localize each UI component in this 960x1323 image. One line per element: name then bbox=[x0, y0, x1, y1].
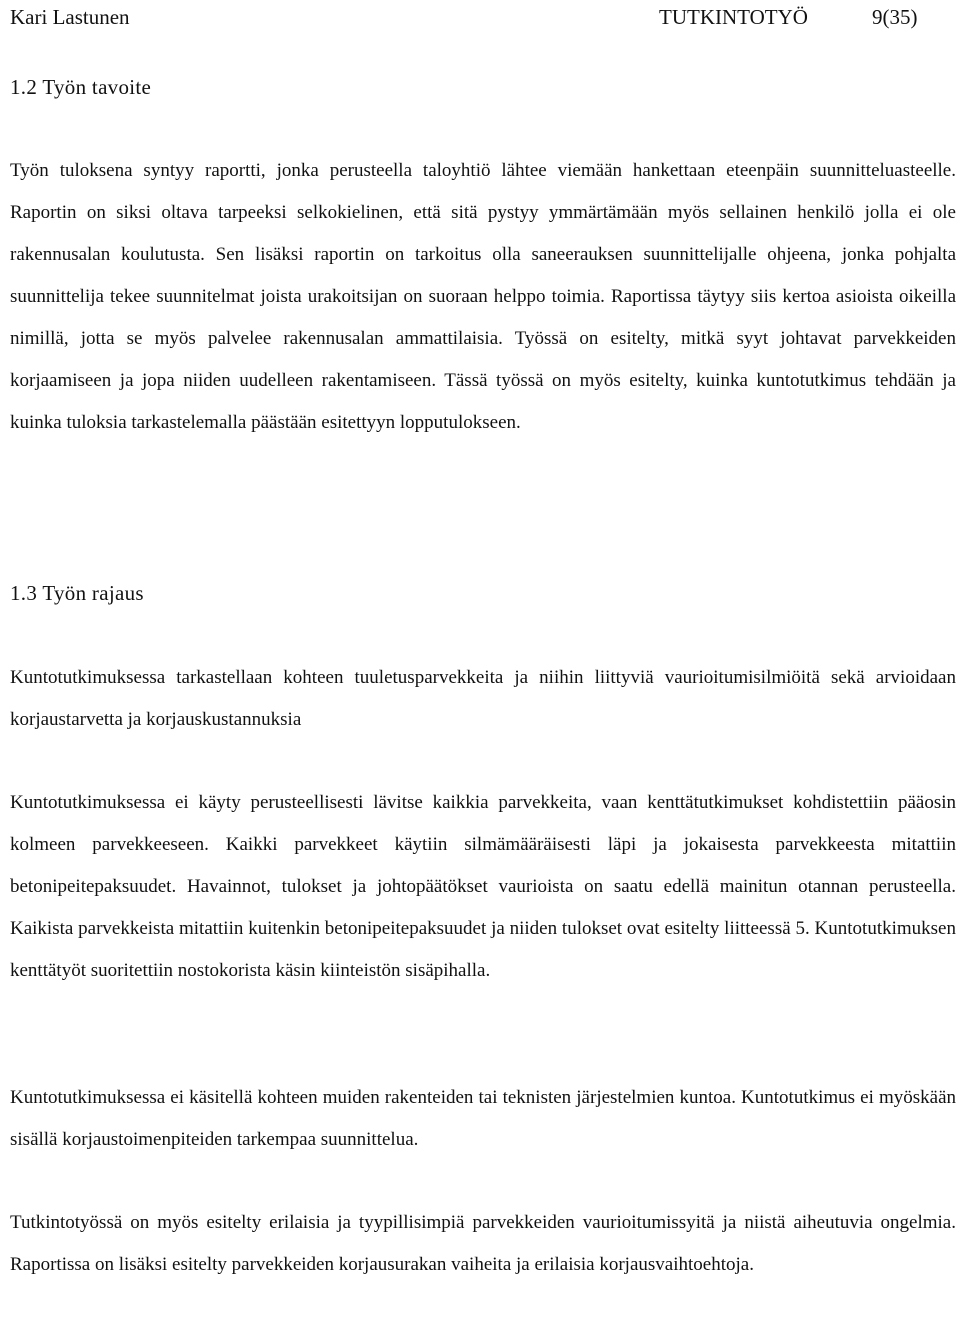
paragraph-rajaus-1: Kuntotutkimuksessa tarkastellaan kohteen tuuletusparvekkeita ja niihin liittyviä vaurioitumisilmiöitä sekä arvioidaan korjaustarvetta ja korjauskustannuksia bbox=[10, 667, 956, 730]
page-header bbox=[10, 2, 956, 32]
author-name: Kari Lastunen bbox=[10, 5, 130, 29]
paragraph-rajaus-3: Kuntotutkimuksessa ei käsitellä kohteen muiden rakenteiden tai teknisten järjestelmien kuntoa. Kuntotutkimus ei myöskään sisällä korjaustoimenpiteiden tarkempaa suunnittelua. bbox=[10, 1087, 956, 1150]
section-heading-tavoite: 1.2 Työn tavoite bbox=[10, 75, 152, 99]
page-number: 9(35) bbox=[872, 5, 918, 29]
paragraph-rajaus-4: Tutkintotyössä on myös esitelty erilaisia ja tyypillisimpiä parvekkeiden vaurioitumissyitä ja niistä aiheutuvia ongelmia. Raportissa on lisäksi esitelty parvekkeiden korjausurakan vaiheita ja erilaisia korjausvaihtoehtoja. bbox=[10, 1212, 956, 1275]
document-title: TUTKINTOTYÖ bbox=[659, 5, 808, 29]
paragraph-rajaus-2: Kuntotutkimuksessa ei käyty perusteellisesti lävitse kaikkia parvekkeita, vaan kenttätutkimukset kohdistettiin pääosin kolmeen parvekkeeseen. Kaikki parvekkeet käytiin silmämääräisesti läpi ja jokaisesta parvekkeesta mitattiin betonipeitepaksuudet. Havainnot, tulokset ja johtopäätökset vaurioista on saatu edellä mainitun otannan perusteella. Kaikista parvekkeista mitattiin kuitenkin betonipeitepaksuudet ja niiden tulokset ovat esitelty liitteessä 5. Kuntotutkimuksen kenttätyöt suoritettiin nostokorista käsin kiinteistön sisäpihalla. bbox=[10, 792, 956, 981]
paragraph-tavoite: Työn tuloksena syntyy raportti, jonka perusteella taloyhtiö lähtee viemään hankettaan eteenpäin suunnitteluasteelle. Raportin on siksi oltava tarpeeksi selkokielinen, että sitä pystyy ymmärtämään myös sellainen henkilö jolla ei ole rakennusalan koulutusta. Sen lisäksi raportin on tarkoitus olla saneerauksen suunnittelijalle ohjeena, jonka pohjalta suunnittelija tekee suunnitelmat joista urakoitsijan on suoraan helppo toimia. Raportissa täytyy siis kertoa asioista oikeilla nimillä, jotta se myös palvelee rakennusalan ammattilaisia. Työssä on esitelty, mitkä syyt johtavat parvekkeiden korjaamiseen ja jopa niiden uudelleen rakentamiseen. Tässä työssä on myös esitelty, kuinka kuntotutkimus tehdään ja kuinka tuloksia tarkastelemalla päästään esitettyyn lopputulokseen. bbox=[10, 160, 956, 433]
section-heading-rajaus: 1.3 Työn rajaus bbox=[10, 581, 144, 605]
